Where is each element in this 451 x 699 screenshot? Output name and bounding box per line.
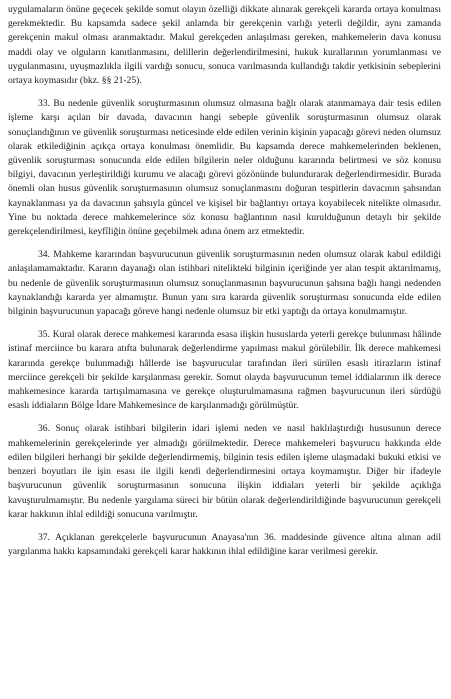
paragraph-continued — [8, 3, 441, 88]
paragraph-number: 34. — [38, 249, 50, 261]
paragraph-35 — [8, 328, 441, 413]
paragraph-text: Sonuç olarak istihbari bilgilerin idari işlemi neden ve nasıl haklılaştırdığı hususunun derece mahkemelerinin gerekçelerinde yer almadığı görülmektedir. Derece mahkemeleri başvurucu hakkında elde edilen bilgileri herhangi bir şekilde değerlendirmemiş, bilginin tesis edilen işleme ulaşmadaki bukuki etkisi ve benzeri boyutları ile işin esası ile ilgili kendi değerlendirmesini ortaya koymamıştır. Diğer bir ifadeyle başvurucunun güvenlik soruşturmasının sonucuna ilişkin iddiaları yeterli bir şekilde açıklığa kavuşturulmamıştır. Bu nedenle yargılama süreci bir bütün olarak değerlendirildiğinde başvurucunun gerekçeli karar hakkının ihlal edildiği sonucuna varılmıştır. — [8, 423, 441, 520]
paragraph-text: uygulamaların önüne geçecek şekilde somut olayın özelliği dikkate alınarak gerekçeli kararda ortaya konulması gerekmektedir. Bu kapsamda sadece şekil anlamda bir gerekçenin varlığı yeterli değildir, aynı zamanda gerekçenin makul olması aranmaktadır. Makul gerekçeden anlaşılması gereken, mahkemelerin dava konusu maddi olay ve olguların kanıtlanmasını, delillerin değerlendirilmesini, hukuk kurallarının yorumlanması ve uygulanmasını, uyuşmazlıkla ilgili vardığı sonucu, sonuca varılmasında kullandığı takdir yetkisinin sebeplerini ortaya koymasıdır (bkz. §§ 21-25). — [8, 4, 441, 87]
paragraph-number: 37. — [38, 531, 50, 543]
paragraph-text: Açıklanan gerekçelerle başvurucunun Anayasa'nın 36. maddesinde güvence altına alınan adil yargılanma hakkı kapsamındaki gerekçeli karar hakkının ihlal edildiğine karar verilmesi gerekir. — [8, 531, 441, 558]
paragraph-number: 33. — [38, 98, 50, 110]
paragraph-number: 36. — [38, 423, 50, 435]
paragraph-number: 35. — [38, 329, 50, 341]
paragraph-text: Bu nedenle güvenlik soruşturmasının olumsuz olmasına bağlı olarak atanmamaya dair tesis edilen işleme karşı açılan bir davada, davacının hangi sebeple güvenlik soruşturmasının olumsuz olarak sonuçlandığının ve güvenlik soruşturması neticesinde elde edilen verinin kişinin yapacağı görevi neden olumsuz olarak etkilediğinin açıkça ortaya konulması önemlidir. Bu kapsamda derece mahkemelerinden beklenen, güvenlik soruşturması sonucunda elde edilen bilgilerin neler olduğunu kararında belirtmesi ve söz konusu bilgiyi, davacının yerleştirildiği kurumu ve alacağı görevi gözönünde bulundurarak değerlendirmesidir. Burada önemli olan husus güvenlik soruşturmasının olumsuz sonuçlanmasını doğuran tespitlerin davacının şahsından kaynaklanması ya da davacının şahsıyla güncel ve kişisel bir bağlantıyı ortaya koyabilecek nitelikte olmasıdır. Yine bu noktada derece mahkemelerince söz konusu bağlantının nasıl kurulduğunun detaylı bir şekilde gerekçelendirilmesi, keyfîliğin önüne geçebilmek adına önem arz etmektedir. — [8, 98, 441, 238]
paragraph-37 — [8, 531, 441, 559]
paragraph-36 — [8, 422, 441, 521]
paragraph-text: Kural olarak derece mahkemesi kararında esasa ilişkin hususlarda yeterli gerekçe bulunması hâlinde istinaf merciince bu karara atıfta bulunarak değerlendirme yapılması makul görülebilir. İlk derece mahkemesi kararında gerekçe bulunmadığı hâllerde ise başvurucular tarafından ileri sürülen esaslı itirazların istinaf merciince gerekçeli bir şekilde karşılanması gerekir. Somut olayda başvurucunun temel iddialarının ilk derece mahkemesince kararda tartışılmamasına ve gerekçe oluşturulmamasına rağmen başvurucunun ileri sürdüğü esaslı iddiaların Bölge İdare Mahkemesince de karşılanmadığı görülmüştür. — [8, 329, 441, 412]
paragraph-34 — [8, 248, 441, 319]
paragraph-33 — [8, 97, 441, 239]
paragraph-text: Mahkeme kararından başvurucunun güvenlik soruşturmasının neden olumsuz olarak kabul edildiği anlaşılamamaktadır. Kararın dayanağı olan istihbari nitelikteki bilginin içeriğinde yer alan tespit aktarılmamış, bu nedenle de güvenlik soruşturmasının olumsuz sonuçlanmasının başvurucunun şahsına bağlı hangi nedenden kaynaklandığı kararda yer almamıştır. Bunun yanı sıra kararda güvenlik soruşturması sonucunda elde edilen bilginin başvurucunun yapacağı göreve hangi nedenle olumsuz bir etki yaptığı da ortaya konulmamıştır. — [8, 249, 441, 318]
